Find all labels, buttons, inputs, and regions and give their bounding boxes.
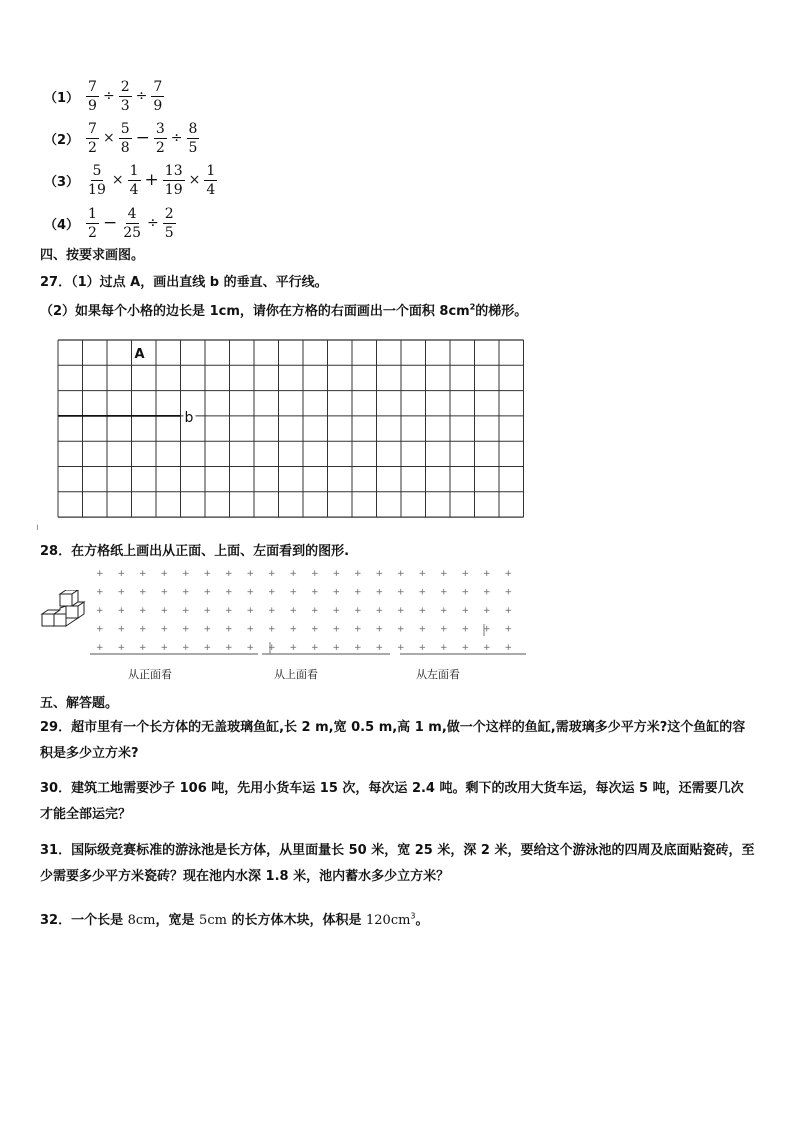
grid-dot: + [160, 587, 169, 598]
grid-dot: + [375, 606, 384, 616]
grid-dot: + [418, 606, 427, 616]
calc-number: （2） [44, 132, 80, 148]
grid-dot: + [354, 643, 362, 653]
grid-dot: + [117, 587, 126, 598]
calc-item-1 [44, 78, 165, 114]
grid-dot: + [461, 606, 470, 616]
grid-dot: + [289, 569, 298, 579]
grid-dot: + [117, 624, 126, 635]
grid-dot: + [440, 569, 448, 579]
grid-dot: + [332, 606, 341, 616]
grid-dot: + [225, 587, 233, 598]
fraction: $\frac{7}{2}$ [88, 120, 97, 156]
grid-dot: + [203, 624, 212, 635]
fraction: $\frac{7}{9}$ [88, 78, 97, 114]
grid-dot: + [96, 643, 104, 653]
grid-dot: + [203, 643, 212, 653]
grid-dot: + [397, 587, 405, 598]
operator: + [144, 170, 159, 190]
q27-grid[interactable] [55, 336, 527, 522]
grid-dot: + [289, 624, 298, 635]
grid-dot: + [225, 624, 233, 635]
grid-dot: + [397, 643, 405, 653]
grid-dot: + [225, 606, 233, 616]
fraction: $\frac{4}{25}$ [123, 205, 142, 241]
point-a-label: A [134, 347, 145, 362]
grid-dot: + [311, 643, 319, 653]
grid-dot: + [332, 624, 341, 635]
q32-mid1: ，宽是 [155, 913, 200, 928]
operator: ÷ [135, 88, 148, 104]
grid-dot: + [504, 606, 513, 616]
operator: × [111, 172, 124, 188]
q32-length: 8cm [127, 913, 156, 928]
calc-item-2 [44, 120, 200, 156]
q27-part2 [40, 300, 527, 319]
grid-dot: + [96, 569, 104, 579]
fraction: $\frac{2}{3}$ [120, 78, 130, 114]
fraction: $\frac{2}{5}$ [164, 205, 174, 241]
operator: ÷ [170, 130, 183, 146]
grid-dot: + [139, 587, 147, 598]
operator: × [102, 130, 115, 146]
grid-dot: + [246, 643, 255, 653]
grid-dot: + [483, 624, 491, 635]
grid-dot: + [246, 569, 255, 579]
grid-dot: + [375, 569, 384, 579]
section-5-title: 五、解答题。 [40, 696, 119, 711]
grid-dot: + [268, 624, 276, 635]
grid-dot: + [225, 569, 233, 579]
fraction: $\frac{13}{19}$ [164, 162, 183, 198]
grid-dot: + [96, 587, 104, 598]
view-left-label: 从左面看 [416, 668, 460, 681]
q32-sup: 3 [410, 911, 416, 921]
grid-dot: + [246, 606, 255, 616]
grid-dot: + [418, 643, 427, 653]
grid-dot: + [96, 624, 104, 635]
operator: ÷ [147, 215, 159, 231]
view-front-label: 从正面看 [128, 668, 172, 681]
grid-dot: + [246, 587, 255, 598]
grid-dot: + [96, 606, 104, 616]
operator: − [102, 213, 118, 233]
grid-dot: + [504, 569, 513, 579]
cube-stack-figure [40, 590, 92, 632]
grid-dot: + [332, 643, 341, 653]
grid-dot: + [418, 624, 427, 635]
fraction: $\frac{7}{9}$ [153, 78, 163, 114]
grid-dot: + [117, 606, 126, 616]
grid-dot: + [268, 643, 276, 653]
section-4-title: 四、按要求画图。 [40, 248, 145, 263]
fraction: $\frac{1}{4}$ [129, 162, 139, 198]
grid-dot: + [440, 606, 448, 616]
grid-dot: + [311, 587, 319, 598]
grid-dot: + [418, 587, 427, 598]
grid-dot: + [354, 606, 362, 616]
grid-dot: + [375, 587, 384, 598]
grid-dot: + [117, 643, 126, 653]
grid-dot: + [461, 643, 470, 653]
calc-number: （4） [44, 217, 80, 233]
q28-dot-grid[interactable] [90, 566, 530, 662]
operator: ÷ [102, 88, 115, 104]
grid-dot: + [461, 624, 470, 635]
calc-number: （1） [44, 90, 80, 106]
grid-dot: + [203, 587, 212, 598]
grid-dot: + [268, 569, 276, 579]
grid-dot: + [203, 606, 212, 616]
grid-dot: + [483, 569, 491, 579]
grid-dot: + [182, 624, 190, 635]
grid-dot: + [440, 643, 448, 653]
grid-dot: + [139, 606, 147, 616]
grid-dot: + [311, 606, 319, 616]
grid-dot: + [311, 624, 319, 635]
grid-dot: + [203, 569, 212, 579]
grid-dot: + [397, 606, 405, 616]
grid-dot: + [139, 643, 147, 653]
grid-dot: + [354, 587, 362, 598]
view-top-label: 从上面看 [274, 668, 318, 681]
q31-text: 31．国际级竞赛标准的游泳池是长方体，从里面量长 50 米，宽 25 米，深 2 米，要给这个游泳池的四周及底面贴瓷砖，至少需要多少平方米瓷砖？现在池内水深 1.8 米，池内蓄水多少立方米？ [40, 843, 755, 884]
q32-post: 。 [415, 913, 429, 928]
calc-item-3 [44, 162, 218, 198]
q27-part2-end: 的梯形。 [475, 304, 528, 319]
grid-dot: + [182, 587, 190, 598]
grid-dot: + [375, 643, 384, 653]
q32-mid2: 的长方体木块，体积是 [226, 913, 366, 928]
grid-dot: + [332, 569, 341, 579]
fraction: $\frac{1}{2}$ [88, 205, 97, 241]
grid-dot: + [332, 587, 341, 598]
grid-dot: + [182, 606, 190, 616]
grid-dot: + [461, 587, 470, 598]
operator: − [135, 128, 150, 148]
grid-dot: + [182, 569, 190, 579]
grid-dot: + [483, 643, 491, 653]
grid-dot: + [504, 643, 513, 653]
grid-dot: + [440, 587, 448, 598]
grid-dot: + [139, 569, 147, 579]
grid-dot: + [225, 643, 233, 653]
grid-dot: + [268, 587, 276, 598]
fraction: $\frac{3}{2}$ [155, 120, 165, 156]
q27-part1: 27．（1）过点 A，画出直线 b 的垂直、平行线。 [40, 275, 328, 290]
grid-dot: + [440, 624, 448, 635]
grid-dot: + [504, 587, 513, 598]
q32-pre: 32．一个长是 [40, 913, 128, 928]
q27-part2-text: （2）如果每个小格的边长是 1cm，请你在方格的右面画出一个面积 8cm [40, 304, 470, 319]
grid-dot: + [397, 569, 405, 579]
grid-dot: + [160, 569, 169, 579]
grid-dot: + [182, 643, 190, 653]
grid-dot: + [289, 587, 298, 598]
line-b-label: b [184, 409, 194, 426]
q32-width: 5cm [199, 913, 227, 928]
grid-dot: + [139, 624, 147, 635]
q30-text: 30．建筑工地需要沙子 106 吨，先用小货车运 15 次，每次运 2.4 吨。剩下的改用大货车运，每次运 5 吨，还需要几次才能全部运完？ [40, 781, 744, 822]
calc-item-4 [44, 205, 177, 241]
grid-dot: + [311, 569, 319, 579]
grid-dot: + [117, 569, 126, 579]
grid-dot: + [289, 643, 298, 653]
q27-part2-sup: 2 [469, 302, 476, 312]
operator: × [188, 172, 201, 188]
q32-volume: 120cm [366, 913, 411, 928]
grid-dot: + [354, 569, 362, 579]
grid-dot: + [461, 569, 470, 579]
q32-text [40, 909, 429, 928]
fraction: $\frac{5}{8}$ [120, 120, 130, 156]
grid-dot: + [504, 624, 513, 635]
grid-dot: + [483, 606, 491, 616]
grid-dot: + [418, 569, 427, 579]
q29-text: 29．超市里有一个长方体的无盖玻璃鱼缸,长 2 m,宽 0.5 m,高 1 m,做一个这样的鱼缸,需玻璃多少平方米?这个鱼缸的容积是多少立方米? [40, 720, 746, 761]
calc-number: （3） [44, 174, 80, 190]
grid-dot: + [160, 606, 169, 616]
grid-dot: + [483, 587, 491, 598]
grid-dot: + [268, 606, 276, 616]
grid-dot: + [246, 624, 255, 635]
fraction: $\frac{8}{5}$ [188, 120, 198, 156]
grid-dot: + [354, 624, 362, 635]
grid-dot: + [160, 643, 169, 653]
fraction: $\frac{5}{19}$ [88, 162, 106, 198]
grid-dot: + [160, 624, 169, 635]
grid-dot: + [289, 606, 298, 616]
q28-text: 28．在方格纸上画出从正面、上面、左面看到的图形. [40, 544, 350, 559]
grid-dot: + [397, 624, 405, 635]
scan-mark: ı [36, 522, 39, 533]
grid-dot: + [375, 624, 384, 635]
fraction: $\frac{1}{4}$ [206, 162, 216, 198]
